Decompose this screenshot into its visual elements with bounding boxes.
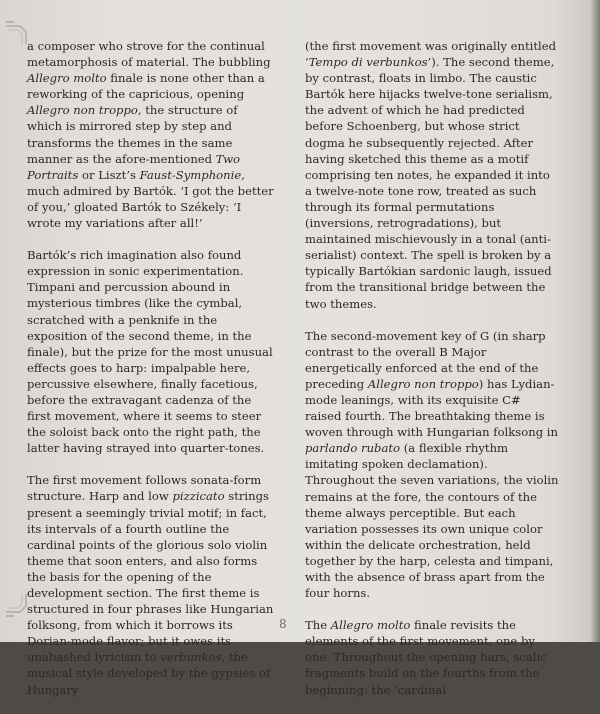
italic-text-run: Allegro non troppo — [27, 103, 138, 118]
left-paragraph-3 — [27, 472, 275, 697]
page-number: 8 — [279, 617, 287, 631]
text-run: finale is none other than a reworking of the capricious, opening — [27, 71, 265, 102]
italic-text-run: pizzicato — [172, 489, 225, 504]
text-run: , much admired by Bartók. ‘I got the better of you,’ gloated Bartók to Székely: ‘I wrote my variations after all!’ — [27, 167, 274, 231]
italic-text-run: Allegro non troppo — [367, 376, 479, 391]
text-run: The second-movement key of G (in sharp contrast to the overall B Major energetically enforced at the end of the preceding — [305, 328, 546, 391]
right-paragraph-1 — [305, 38, 560, 312]
italic-text-run: Allegro molto — [27, 71, 107, 86]
right-text-column — [305, 38, 560, 714]
left-paragraph-2 — [27, 247, 275, 456]
text-run: The — [305, 618, 331, 633]
text-run: finale revisits the elements of the first movement, one by one. Throughout the opening bars, scalic fragments build on the fourths from the beginning: the ‘cardinal — [305, 618, 547, 697]
right-paragraph-2 — [305, 328, 560, 602]
text-run: (a flexible rhythm imitating spoken declamation). Throughout the seven variations, the violin remains at the fore, the contours of the theme always perceptible. But each variation possesses its own unique color within the delicate orchestration, held together by the harp, celesta and timpani, with the absence of brass apart from the four horns. — [305, 441, 559, 601]
italic-text-run: Allegro molto — [330, 618, 411, 633]
text-run: strings present a seemingly trivial motif; in fact, its intervals of a fourth outline the cardinal points of the glorious solo violin theme that soon enters, and also forms the basis for the opening of the development section. The first theme is structured in four phrases like Hungarian folksong, from which it borrows its Dorian-mode flavor; but it owes its unabashed lyricism to — [27, 489, 274, 665]
italic-text-run: Faust-Symphonie — [139, 167, 242, 182]
right-paragraph-3 — [305, 617, 560, 697]
text-run: (the first movement was originally entitled ‘ — [305, 39, 557, 70]
italic-text-run: verbunkos — [160, 650, 222, 665]
text-run: , the structure of which is mirrored step by step and transforms the themes in the same manner as the afore-mentioned — [27, 103, 238, 166]
text-run: or Liszt’s — [78, 167, 140, 182]
left-paragraph-1 — [27, 38, 275, 231]
italic-text-run: Tempo di verbunkos — [308, 55, 428, 70]
text-run: , the musical style developed by the gypsies of Hungary — [27, 650, 271, 697]
text-run: The first movement follows sonata-form structure. Harp and low — [27, 473, 262, 504]
corner-ornament-bottom-icon — [4, 588, 30, 618]
text-run: ’). The second theme, by contrast, floats in limbo. The caustic Bartók here hijacks twelve-tone serialism, the advent of which he had predicted before Schoenberg, but whose strict dogma he subsequently rejected. After having sketched this theme as a motif comprising ten notes, he expanded it into a twelve-note tone row, treated as such through its formal permutations (inversions, retrogradations), but maintained mischievously in a tonal (anti-serialist) context. The spell is broken by a typically Bartókian sardonic laugh, issued from the transitional bridge between the two themes. — [305, 55, 555, 311]
italic-text-run: parlando rubato — [305, 441, 401, 456]
left-text-column — [27, 38, 275, 714]
text-run: a composer who strove for the continual metamorphosis of material. The bubbling — [27, 39, 271, 70]
text-run: ) has Lydian-mode leanings, with its exquisite C# raised fourth. The breathtaking theme is woven through with Hungarian folksong in — [305, 376, 558, 440]
text-run: Bartók’s rich imagination also found expression in sonic experimentation. Timpani and percussion abound in mysterious timbres (like the cymbal, scratched with a penknife in the exposition of the second theme, in the finale), but the prize for the most unusual effects goes to harp: impalpable here, percussive elsewhere, finally facetious, before the extravagant cadenza of the first movement, where it seems to steer the soloist back onto the right path, the latter having strayed into quarter-tones. — [27, 248, 273, 456]
italic-text-run: Two Portraits — [27, 151, 240, 182]
